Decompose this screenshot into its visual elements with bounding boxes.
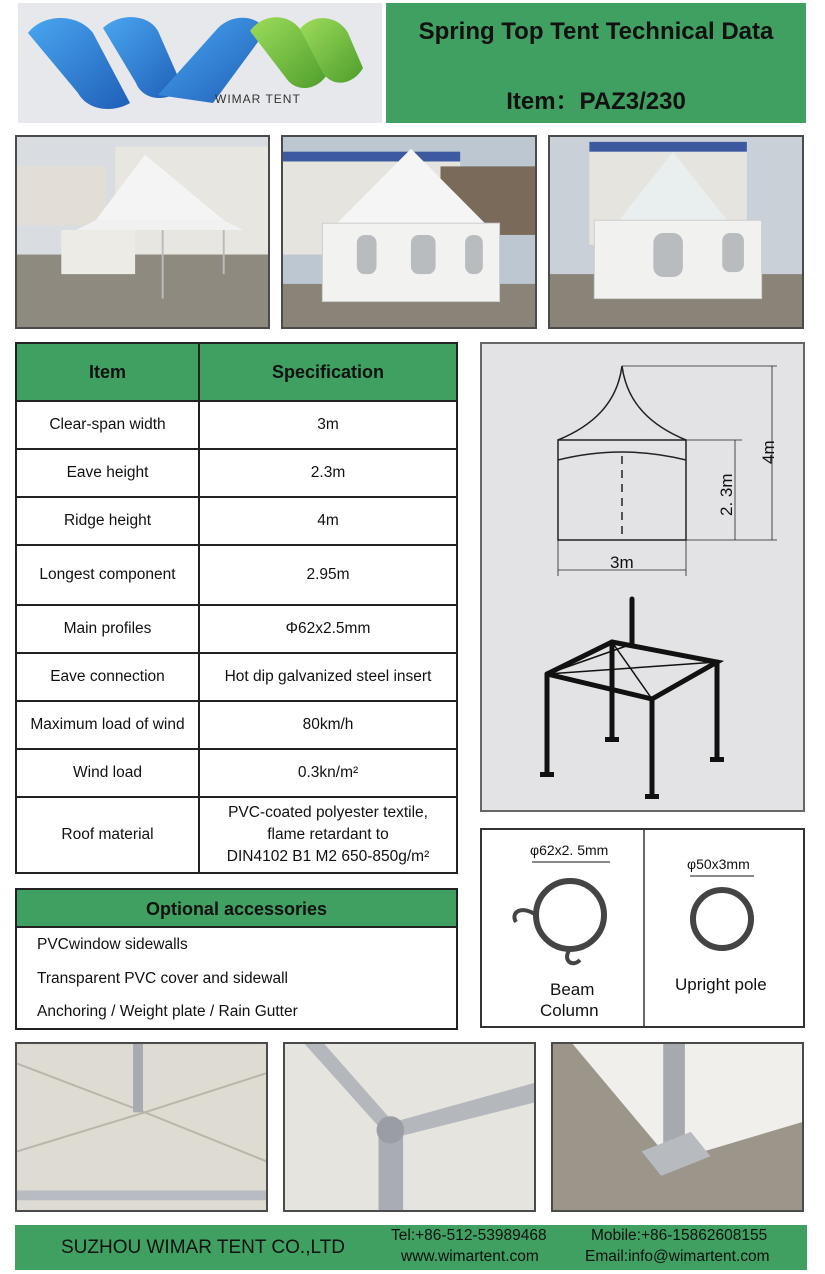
row-item: Wind load [16, 749, 199, 797]
table-row [16, 545, 457, 605]
table-row [16, 449, 457, 497]
row-spec [199, 797, 457, 873]
row-item: Longest component [16, 545, 199, 605]
table-row [16, 701, 457, 749]
row-item: Roof material [16, 797, 199, 873]
row-spec: 3m [199, 401, 457, 449]
beam-label: Beam [550, 980, 595, 999]
pole-profile-icon [693, 890, 751, 948]
header-specification: Specification [199, 343, 457, 401]
pole-label: Upright pole [675, 975, 767, 994]
tent-elevation-drawing [482, 344, 803, 810]
footer-email[interactable]: Email:info@wimartent.com [585, 1248, 770, 1265]
title-banner [386, 3, 806, 123]
footer-bar [15, 1225, 807, 1270]
tent-photo-3 [548, 135, 804, 329]
dim-ridge-height: 4m [759, 440, 778, 464]
wimar-logo [18, 3, 382, 123]
accessories-box [15, 888, 458, 1030]
detail-photo-corner [283, 1042, 536, 1212]
footer-tel: Tel:+86-512-53989468 [391, 1227, 547, 1244]
roof-spec-line: flame retardant to [267, 826, 389, 843]
tent-photo-2 [281, 135, 537, 329]
beam-dimension: φ62x2. 5mm [530, 842, 609, 858]
item-code: Item：PAZ3/230 [506, 88, 686, 115]
row-item: Eave connection [16, 653, 199, 701]
table-row [16, 653, 457, 701]
row-item: Eave height [16, 449, 199, 497]
table-row [16, 401, 457, 449]
logo-panel [18, 3, 382, 123]
accessory-item: Transparent PVC cover and sidewall [37, 970, 288, 987]
company-name: SUZHOU WIMAR TENT CO.,LTD [61, 1237, 345, 1258]
table-row [16, 749, 457, 797]
detail-photo-base [551, 1042, 804, 1212]
row-item: Main profiles [16, 605, 199, 653]
beam-profile-icon [536, 881, 604, 949]
dim-eave-height: 2. 3m [717, 473, 736, 516]
dim-width: 3m [610, 553, 634, 572]
row-spec: 4m [199, 497, 457, 545]
profile-drawings [482, 830, 803, 1026]
roof-spec-line: DIN4102 B1 M2 650-850g/m² [226, 848, 430, 865]
footer-website[interactable]: www.wimartent.com [401, 1248, 539, 1265]
accessory-item: PVCwindow sidewalls [37, 936, 188, 953]
row-item: Clear-span width [16, 401, 199, 449]
tent-drawing [480, 342, 805, 812]
table-row [16, 605, 457, 653]
table-row [16, 497, 457, 545]
row-item: Maximum load of wind [16, 701, 199, 749]
header-item: Item [16, 343, 199, 401]
row-item: Ridge height [16, 497, 199, 545]
logo-wordmark: WIMAR TENT [215, 92, 301, 106]
detail-photo-roof [15, 1042, 268, 1212]
page-title: Spring Top Tent Technical Data [418, 18, 774, 45]
accessories-title: Optional accessories [17, 890, 456, 928]
row-spec: Φ62x2.5mm [199, 605, 457, 653]
row-spec: 2.3m [199, 449, 457, 497]
roof-spec-line: PVC-coated polyester textile, [228, 804, 428, 821]
column-label: Column [540, 1001, 599, 1020]
spec-table-header [16, 343, 457, 401]
profile-sections [480, 828, 805, 1028]
row-spec: 80km/h [199, 701, 457, 749]
row-spec: Hot dip galvanized steel insert [199, 653, 457, 701]
row-spec: 2.95m [199, 545, 457, 605]
pole-dimension: φ50x3mm [687, 856, 750, 872]
accessory-item: Anchoring / Weight plate / Rain Gutter [37, 1003, 298, 1020]
footer-mobile: Mobile:+86-15862608155 [591, 1227, 768, 1244]
tent-photo-1 [15, 135, 270, 329]
table-row [16, 797, 457, 873]
row-spec: 0.3kn/m² [199, 749, 457, 797]
spec-table [15, 342, 458, 874]
